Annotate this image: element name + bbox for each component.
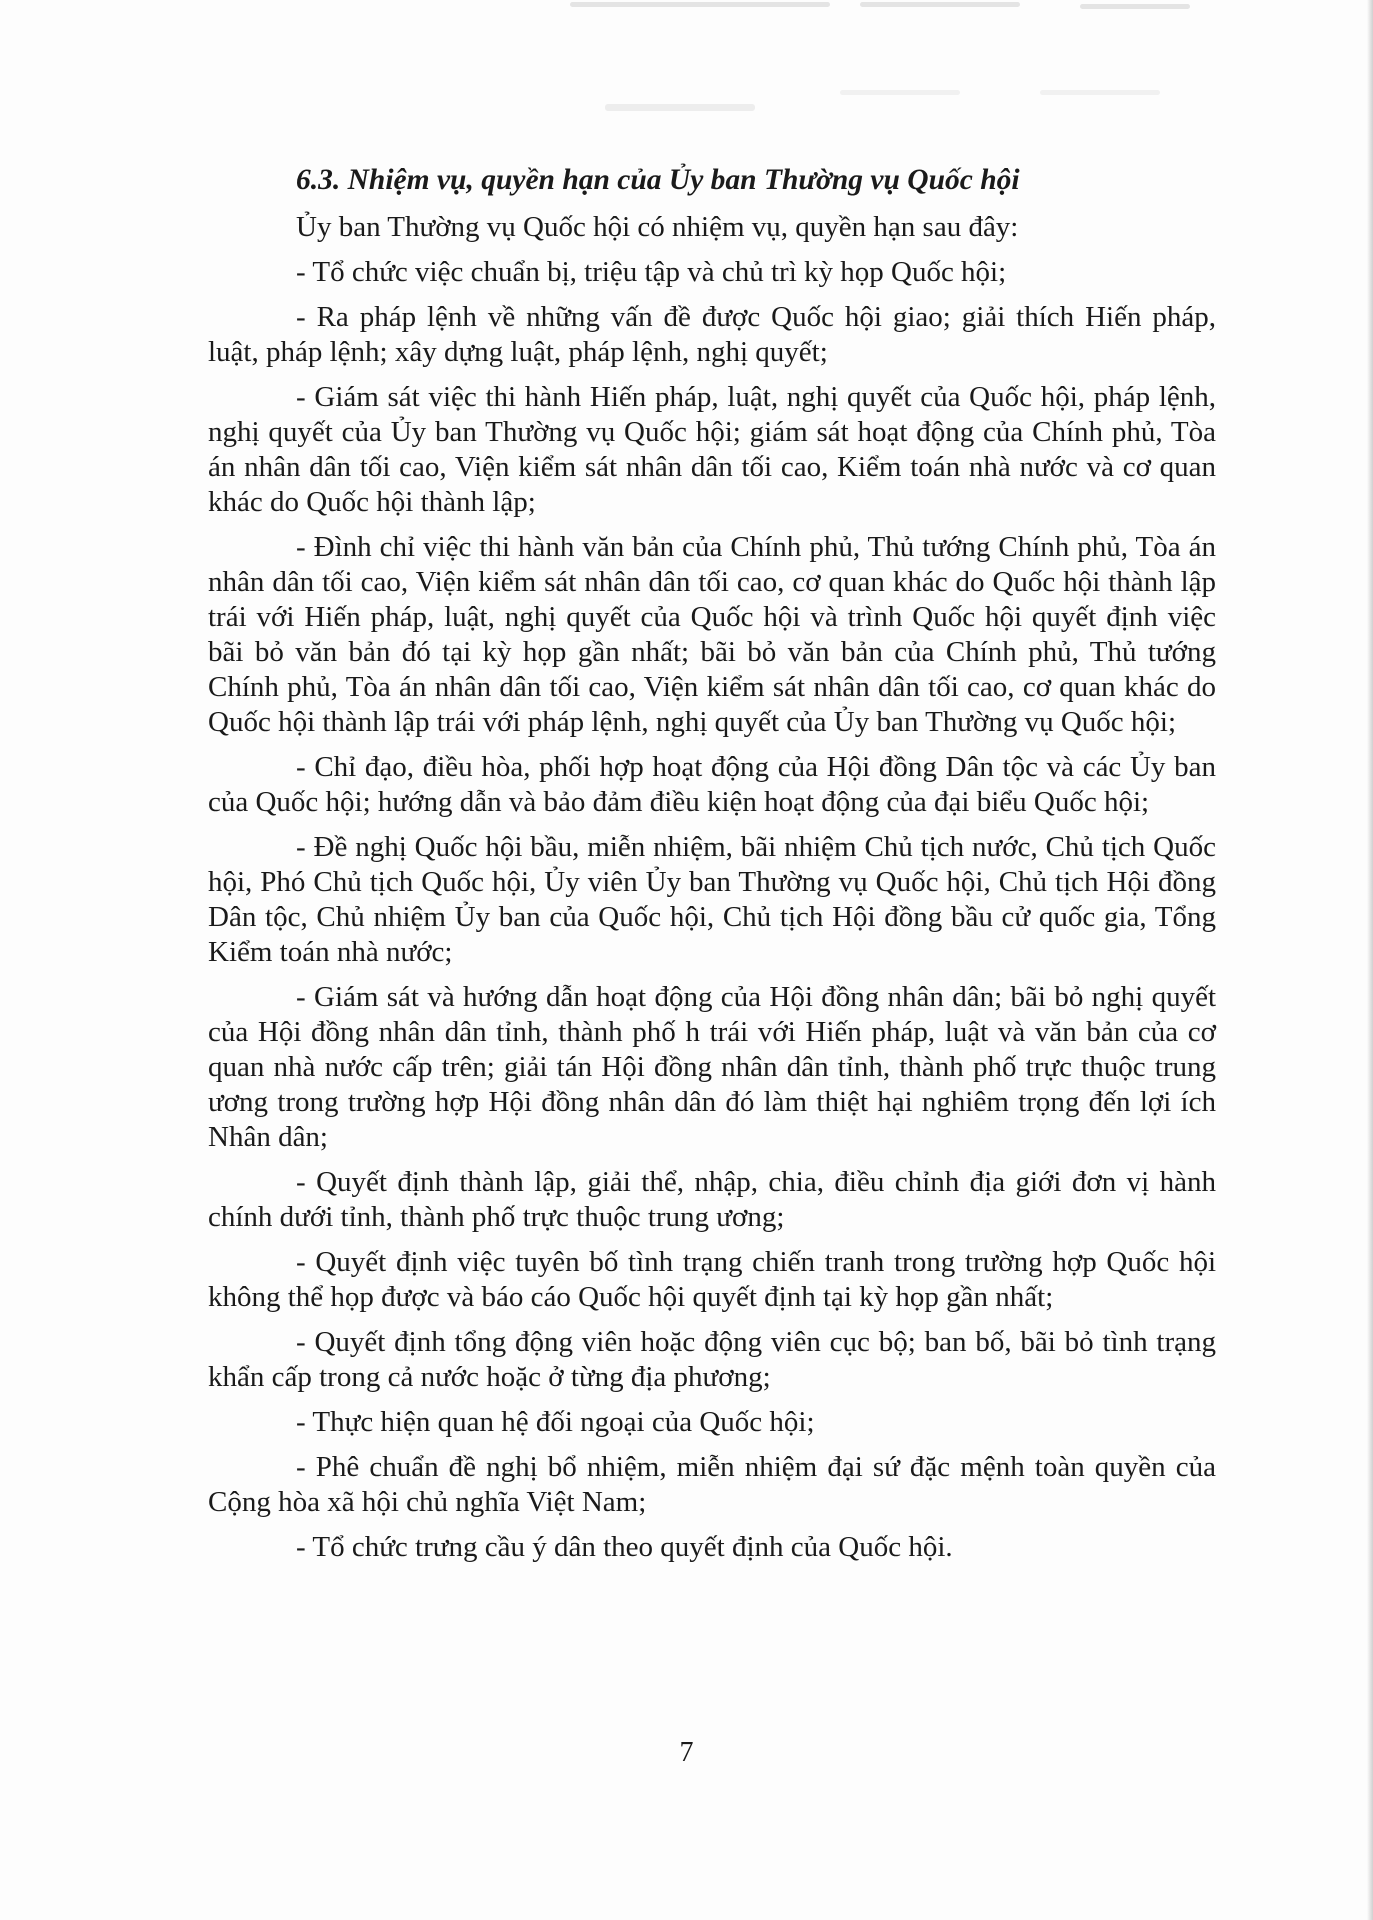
paragraph-item: - Tổ chức trưng cầu ý dân theo quyết định của Quốc hội. (296, 1531, 953, 1563)
scan-bleed-mark (605, 104, 755, 111)
paragraph-item: - Quyết định tổng động viên hoặc động viên cục bộ; ban bố, bãi bỏ tình trạng khẩn cấp trong cả nước hoặc ở từng địa phương; (208, 1326, 1216, 1393)
paragraph-item: - Giám sát việc thi hành Hiến pháp, luật, nghị quyết của Quốc hội, pháp lệnh, nghị quyết của Ủy ban Thường vụ Quốc hội; giám sát hoạt động của Chính phủ, Tòa án nhân dân tối cao, Viện kiểm sát nhân dân tối cao, Kiểm toán nhà nước và cơ quan khác do Quốc hội thành lập; (208, 381, 1216, 518)
scan-bleed-mark (1080, 4, 1190, 9)
section-heading: 6.3. Nhiệm vụ, quyền hạn của Ủy ban Thường vụ Quốc hội (296, 164, 1020, 196)
paragraph-item: - Thực hiện quan hệ đối ngoại của Quốc hội; (296, 1406, 815, 1438)
page-edge-shadow (1367, 0, 1373, 1920)
paragraph-intro: Ủy ban Thường vụ Quốc hội có nhiệm vụ, quyền hạn sau đây: (296, 211, 1019, 243)
paragraph-item: - Tổ chức việc chuẩn bị, triệu tập và chủ trì kỳ họp Quốc hội; (296, 256, 1007, 288)
paragraph-item: - Quyết định việc tuyên bố tình trạng chiến tranh trong trường hợp Quốc hội không thể họp được và báo cáo Quốc hội quyết định tại kỳ họp gần nhất; (208, 1246, 1216, 1313)
scan-bleed-mark (570, 2, 830, 7)
paragraph-item: - Đề nghị Quốc hội bầu, miễn nhiệm, bãi nhiệm Chủ tịch nước, Chủ tịch Quốc hội, Phó Chủ tịch Quốc hội, Ủy viên Ủy ban Thường vụ Quốc hội, Chủ tịch Hội đồng Dân tộc, Chủ nhiệm Ủy ban của Quốc hội, Chủ tịch Hội đồng bầu cử quốc gia, Tổng Kiểm toán nhà nước; (208, 831, 1216, 968)
scan-bleed-mark (1040, 90, 1160, 95)
scan-bleed-mark (860, 2, 1020, 7)
paragraph-item: - Giám sát và hướng dẫn hoạt động của Hội đồng nhân dân; bãi bỏ nghị quyết của Hội đồng nhân dân tỉnh, thành phố h trái với Hiến pháp, luật và văn bản của cơ quan nhà nước cấp trên; giải tán Hội đồng nhân dân tỉnh, thành phố trực thuộc trung ương trong trường hợp Hội đồng nhân dân đó làm thiệt hại nghiêm trọng đến lợi ích Nhân dân; (208, 981, 1216, 1153)
paragraph-item: - Chỉ đạo, điều hòa, phối hợp hoạt động của Hội đồng Dân tộc và các Ủy ban của Quốc hội; hướng dẫn và bảo đảm điều kiện hoạt động của đại biểu Quốc hội; (208, 751, 1216, 818)
scan-bleed-mark (840, 90, 960, 95)
page-number: 7 (679, 1737, 694, 1768)
paragraph-item: - Phê chuẩn đề nghị bổ nhiệm, miễn nhiệm đại sứ đặc mệnh toàn quyền của Cộng hòa xã hội chủ nghĩa Việt Nam; (208, 1451, 1216, 1518)
paragraph-item: - Ra pháp lệnh về những vấn đề được Quốc hội giao; giải thích Hiến pháp, luật, pháp lệnh; xây dựng luật, pháp lệnh, nghị quyết; (208, 301, 1216, 368)
paragraph-item: - Quyết định thành lập, giải thể, nhập, chia, điều chỉnh địa giới đơn vị hành chính dưới tỉnh, thành phố trực thuộc trung ương; (208, 1166, 1216, 1233)
document-body (208, 160, 1216, 1575)
paragraph-item: - Đình chỉ việc thi hành văn bản của Chính phủ, Thủ tướng Chính phủ, Tòa án nhân dân tối cao, Viện kiểm sát nhân dân tối cao, cơ quan khác do Quốc hội thành lập trái với Hiến pháp, luật, nghị quyết của Quốc hội và trình Quốc hội quyết định việc bãi bỏ văn bản đó tại kỳ họp gần nhất; bãi bỏ văn bản của Chính phủ, Thủ tướng Chính phủ, Tòa án nhân dân tối cao, Viện kiểm sát nhân dân tối cao, cơ quan khác do Quốc hội thành lập trái với pháp lệnh, nghị quyết của Ủy ban Thường vụ Quốc hội; (208, 531, 1216, 738)
